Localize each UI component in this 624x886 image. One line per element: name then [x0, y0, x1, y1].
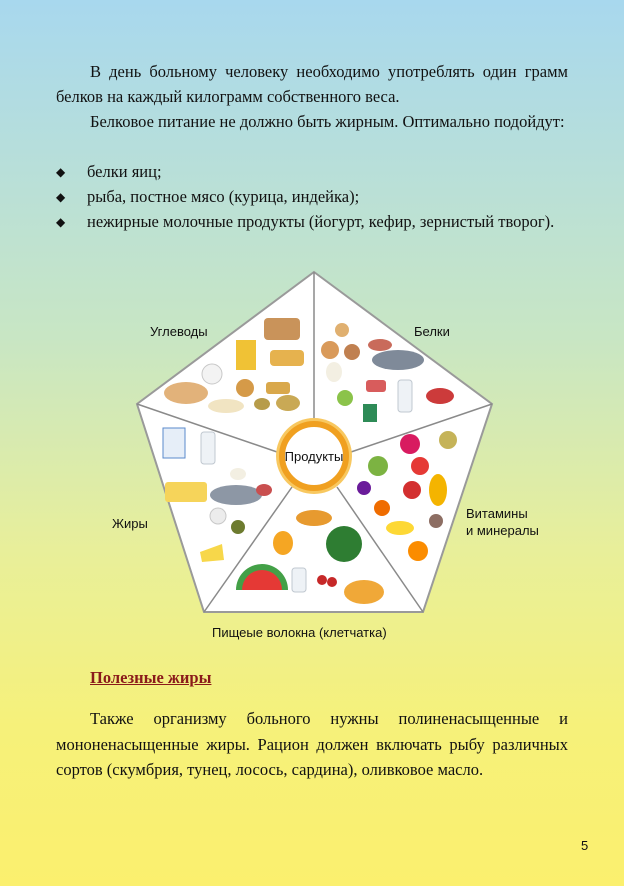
paragraph-protein-intake: В день больному человеку необходимо употреблять один грамм белков на каждый килограмм собственного веса.	[56, 62, 568, 106]
carbohydrates-label: Углеводы	[150, 324, 208, 339]
fats-label: Жиры	[112, 516, 148, 531]
diamond-bullet-icon: ◆	[56, 165, 66, 179]
vitamins-label-line1: Витамины	[466, 506, 528, 521]
bullet-text: рыба, постное мясо (курица, индейка);	[87, 187, 360, 206]
protein-label: Белки	[414, 324, 450, 339]
vitamins-label-line2: и минералы	[466, 523, 539, 538]
center-label: Продукты	[284, 449, 344, 464]
diamond-bullet-icon: ◆	[56, 215, 66, 229]
page-number: 5	[581, 838, 589, 853]
paragraph-healthy-fats: Также организму больного нужны полиненасыщенные и мононенасыщенные жиры. Рацион должен включать рыбу различных сортов (скумбрия, тунец, лосось, сардина), оливковое масло.	[56, 709, 568, 779]
bullet-text: белки яиц;	[87, 162, 162, 181]
paragraph-protein-diet: Белковое питание не должно быть жирным. Оптимально подойдут:	[90, 112, 565, 131]
diamond-bullet-icon: ◆	[56, 190, 66, 204]
bullet-text: нежирные молочные продукты (йогурт, кефир, зернистый творог).	[87, 212, 555, 231]
fiber-label: Пищеые волокна (клетчатка)	[212, 625, 387, 640]
section-heading-healthy-fats: Полезные жиры	[90, 668, 212, 687]
